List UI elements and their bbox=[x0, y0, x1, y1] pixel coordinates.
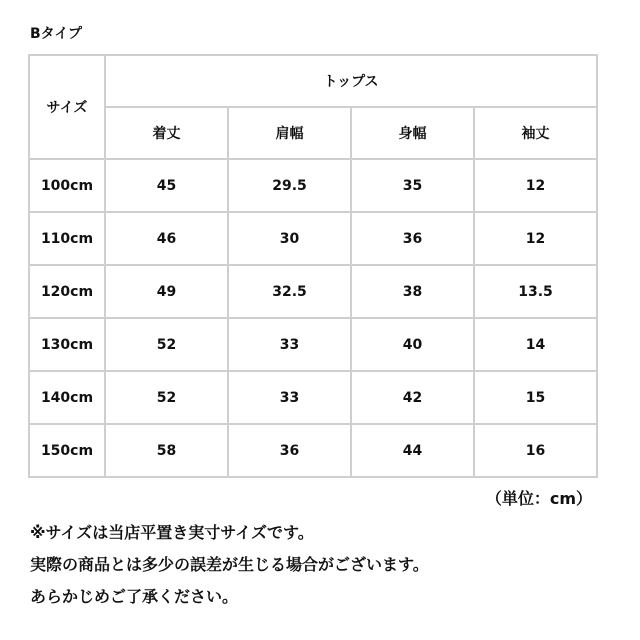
size-header: サイズ bbox=[29, 55, 105, 159]
size-cell: 110cm bbox=[29, 212, 105, 265]
size-cell: 150cm bbox=[29, 424, 105, 477]
table-row bbox=[29, 371, 597, 424]
value-cell: 58 bbox=[105, 424, 228, 477]
value-cell: 12 bbox=[474, 212, 597, 265]
value-cell: 14 bbox=[474, 318, 597, 371]
table-row bbox=[29, 159, 597, 212]
value-cell: 52 bbox=[105, 318, 228, 371]
value-cell: 15 bbox=[474, 371, 597, 424]
value-cell: 36 bbox=[351, 212, 474, 265]
value-cell: 29.5 bbox=[228, 159, 351, 212]
column-header: 肩幅 bbox=[228, 107, 351, 159]
value-cell: 33 bbox=[228, 371, 351, 424]
table-row bbox=[29, 212, 597, 265]
value-cell: 40 bbox=[351, 318, 474, 371]
note-line: ※サイズは当店平置き実寸サイズです。 bbox=[30, 523, 314, 542]
type-label: Bタイプ bbox=[30, 26, 82, 42]
table-row bbox=[29, 318, 597, 371]
value-cell: 35 bbox=[351, 159, 474, 212]
value-cell: 33 bbox=[228, 318, 351, 371]
size-cell: 100cm bbox=[29, 159, 105, 212]
value-cell: 49 bbox=[105, 265, 228, 318]
value-cell: 45 bbox=[105, 159, 228, 212]
size-cell: 130cm bbox=[29, 318, 105, 371]
group-header: トップス bbox=[105, 55, 597, 107]
column-header: 袖丈 bbox=[474, 107, 597, 159]
notes bbox=[30, 517, 429, 613]
value-cell: 52 bbox=[105, 371, 228, 424]
value-cell: 38 bbox=[351, 265, 474, 318]
size-cell: 120cm bbox=[29, 265, 105, 318]
value-cell: 30 bbox=[228, 212, 351, 265]
size-cell: 140cm bbox=[29, 371, 105, 424]
unit-label: （単位：cm） bbox=[485, 489, 592, 508]
value-cell: 32.5 bbox=[228, 265, 351, 318]
value-cell: 46 bbox=[105, 212, 228, 265]
note-line: あらかじめご了承ください。 bbox=[30, 587, 239, 606]
value-cell: 36 bbox=[228, 424, 351, 477]
value-cell: 12 bbox=[474, 159, 597, 212]
column-header: 着丈 bbox=[105, 107, 228, 159]
value-cell: 42 bbox=[351, 371, 474, 424]
value-cell: 13.5 bbox=[474, 265, 597, 318]
table-row bbox=[29, 424, 597, 477]
note-line: 実際の商品とは多少の誤差が生じる場合がございます。 bbox=[30, 555, 429, 574]
table-row bbox=[29, 265, 597, 318]
column-header: 身幅 bbox=[351, 107, 474, 159]
value-cell: 44 bbox=[351, 424, 474, 477]
size-table bbox=[28, 54, 598, 478]
value-cell: 16 bbox=[474, 424, 597, 477]
